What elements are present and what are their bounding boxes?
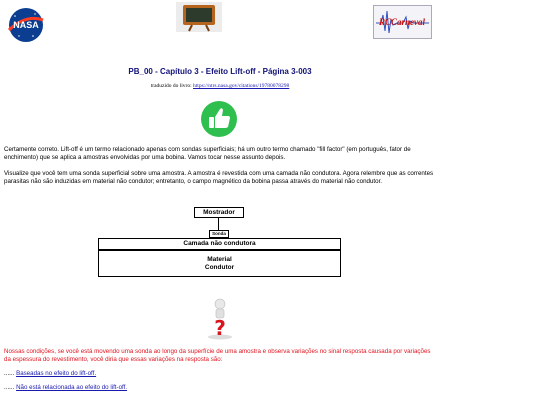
question-figure-icon <box>206 298 234 340</box>
probe-box: Sonda <box>209 230 229 238</box>
chalkboard-icon[interactable] <box>176 2 222 32</box>
probe-cable <box>218 218 219 230</box>
page-title: PB_00 - Capítulo 3 - Efeito Lift-off - Página 3-003 <box>128 67 312 76</box>
material-label-line2: Condutor <box>204 264 235 271</box>
display-box: Mostrador <box>194 207 244 218</box>
nasa-logo <box>5 6 47 44</box>
paragraph-2: Visualize que você tem uma sonda superficial sobre uma amostra. A amostra é revestida com uma camada não condutora. Agora relembre que as correntes parasitas não são induzidas em material não condutor; entretanto, o campo magnético da bobina passa através do material não condutor. <box>4 170 434 185</box>
source-line <box>0 83 440 89</box>
svg-text:NASA: NASA <box>13 20 39 30</box>
option-link-lift-off[interactable]: Baseadas no efeito do lift-off. <box>16 370 97 377</box>
option-link-not-lift-off[interactable]: Não está relacionada ao efeito do lift-off. <box>16 384 128 391</box>
rc-carneval-logo <box>373 5 432 39</box>
paragraph-1: Certamente correto. Lift-off é um termo relacionado apenas com sondas superficiais; há um outro termo chamado "fill factor" (em português, fator de enchimento) que se aplica a amostras envolvidas por uma bobina. Vamos tocar nesse assunto depois. <box>4 146 411 161</box>
source-link[interactable]: https://ntrs.nasa.gov/citations/19780078298 <box>193 83 290 89</box>
answer-option-2 <box>4 384 127 392</box>
source-prefix: traduzido do livro: <box>150 83 192 89</box>
question-text: Nossas condições, se você está movendo uma sonda ao longo da superfície de uma amostra e observa variações no sinal resposta causada por variações da espessura do revestimento, você diria que essas variações na resposta são: <box>4 348 431 363</box>
conductive-material <box>98 250 341 277</box>
thumbs-up-icon <box>200 100 238 138</box>
svg-text:RCCarneval: RCCarneval <box>378 17 426 27</box>
option-prefix: ...... <box>4 384 15 391</box>
svg-text:?: ? <box>214 316 226 340</box>
nonconductive-layer: Camada não condutora <box>98 238 341 250</box>
answer-option-1 <box>4 370 96 378</box>
option-prefix: ...... <box>4 370 15 377</box>
material-label-line1: Material <box>207 256 232 263</box>
